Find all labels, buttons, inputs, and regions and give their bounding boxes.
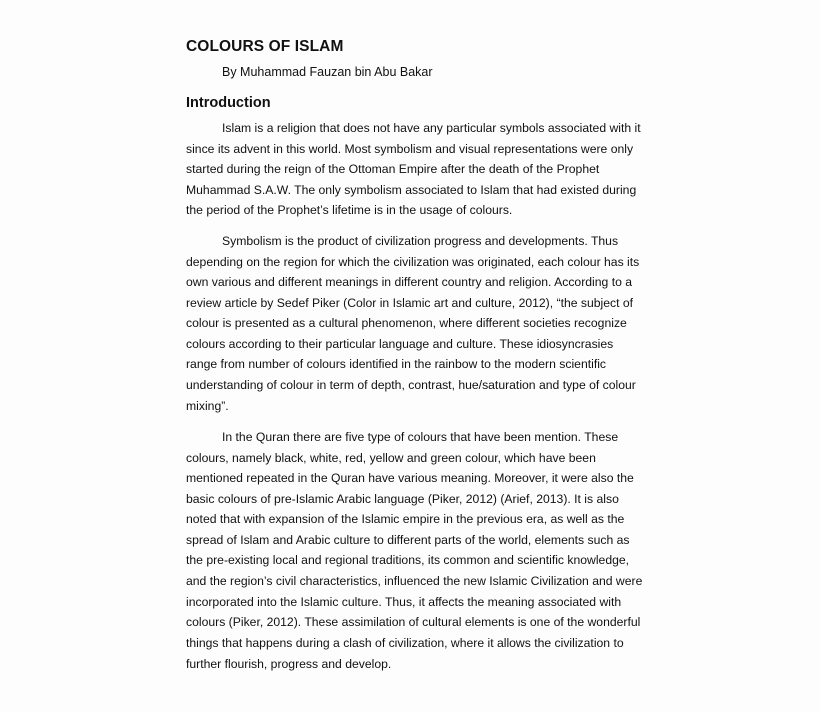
paragraph-3-line-11: things that happens during a clash of civilization, where it allows the civilization to xyxy=(186,636,624,650)
paragraph-1-line-5: the period of the Prophet’s lifetime is in the usage of colours. xyxy=(186,203,513,217)
paragraph-2-line-3: own various and different meanings in different country and religion. According to a xyxy=(186,275,633,289)
paragraph-3-line-3: mentioned repeated in the Quran have various meaning. Moreover, it were also the xyxy=(186,471,634,485)
paragraph-3-line-4: basic colours of pre-Islamic Arabic language (Piker, 2012) (Arief, 2013). It is also xyxy=(186,492,619,506)
paragraph-2-line-9: mixing”. xyxy=(186,399,229,413)
document-author: By Muhammad Fauzan bin Abu Bakar xyxy=(222,65,433,79)
paragraph-3-line-7: the pre-existing local and regional traditions, its common and scientific knowledge, xyxy=(186,553,630,567)
paragraph-1-line-2: since its advent in this world. Most symbolism and visual representations were only xyxy=(186,142,634,156)
paragraph-2-line-2: depending on the region for which the civilization was originated, each colour has its xyxy=(186,255,640,269)
paragraph-2-line-7: range from number of colours identified in the rainbow to the modern scientific xyxy=(186,357,607,371)
paragraph-2-line-4: review article by Sedef Piker (Color in Islamic art and culture, 2012), “the subject of xyxy=(186,296,634,310)
paragraph-1-line-1: Islam is a religion that does not have any particular symbols associated with it xyxy=(222,121,641,135)
paragraph-3-line-12: further flourish, progress and develop. xyxy=(186,657,392,671)
paragraph-3-line-10: colours (Piker, 2012). These assimilation of cultural elements is one of the wonderful xyxy=(186,615,641,629)
paragraph-3-line-5: noted that with expansion of the Islamic empire in the previous era, as well as the xyxy=(186,512,625,526)
document-title: COLOURS OF ISLAM xyxy=(186,38,344,55)
paragraph-1-line-3: started during the reign of the Ottoman Empire after the death of the Prophet xyxy=(186,162,600,176)
paragraph-2-line-1: Symbolism is the product of civilization progress and developments. Thus xyxy=(222,234,619,248)
paragraph-3-line-8: and the region’s civil characteristics, influenced the new Islamic Civilization and were xyxy=(186,574,643,588)
paragraph-2-line-6: colours according to their particular language and culture. These idiosyncrasies xyxy=(186,337,614,351)
paragraph-3-line-1: In the Quran there are five type of colours that have been mention. These xyxy=(222,430,619,444)
paragraph-3-line-9: incorporated into the Islamic culture. Thus, it affects the meaning associated with xyxy=(186,595,622,609)
paragraph-3-line-2: colours, namely black, white, red, yellow and green colour, which have been xyxy=(186,451,596,465)
paragraph-2-line-5: colour is presented as a cultural phenomenon, where different societies recognize xyxy=(186,316,627,330)
paragraph-2-line-8: understanding of colour in term of depth, contrast, hue/saturation and type of colour xyxy=(186,378,636,392)
paragraph-3-line-6: spread of Islam and Arabic culture to different parts of the world, elements such as xyxy=(186,533,630,547)
paragraph-1-line-4: Muhammad S.A.W. The only symbolism associated to Islam that had existed during xyxy=(186,183,637,197)
section-heading: Introduction xyxy=(186,95,271,111)
